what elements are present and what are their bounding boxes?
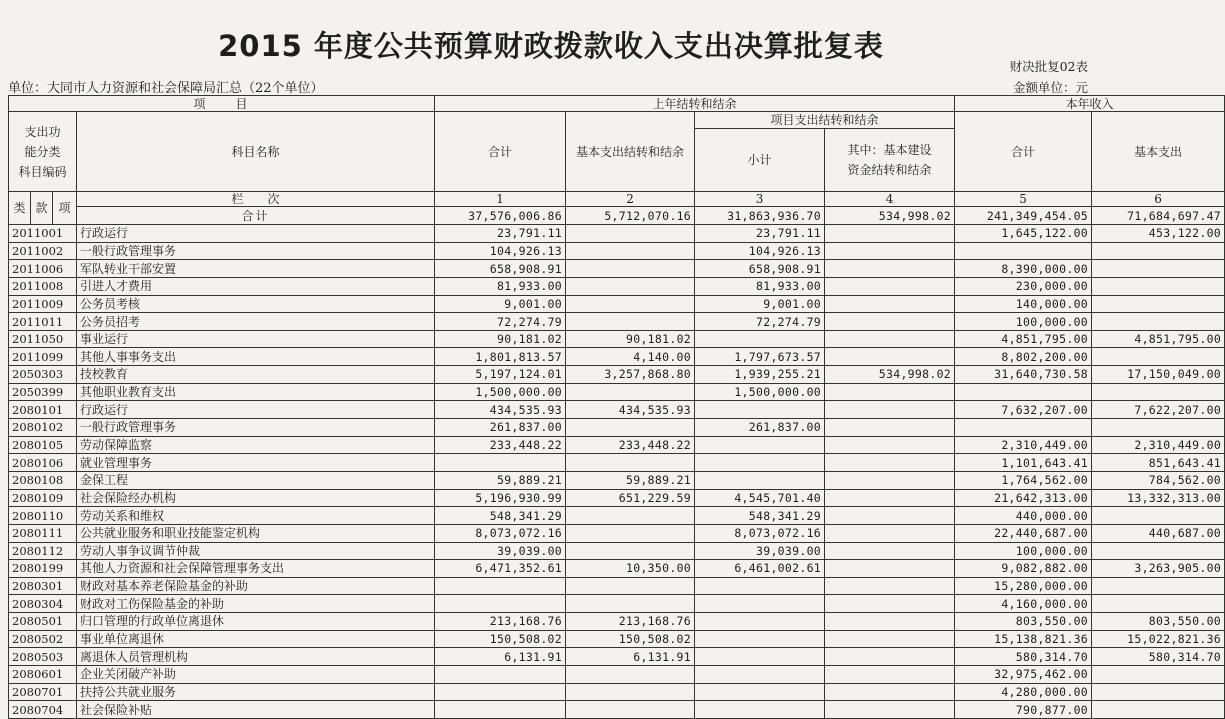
- row-c1: [435, 595, 566, 613]
- total-c5: 241,349,454.05: [955, 207, 1092, 225]
- row-c3: [695, 471, 825, 489]
- row-c2: 150,508.02: [566, 630, 695, 648]
- row-c6: [1092, 666, 1225, 684]
- row-c6: 2,310,449.00: [1092, 436, 1225, 454]
- table-row: [9, 242, 1225, 260]
- row-c1: 150,508.02: [435, 630, 566, 648]
- table-row: [9, 613, 1225, 631]
- row-code: 2080110: [9, 507, 77, 525]
- row-c4: [825, 648, 955, 666]
- row-c3: 1,939,255.21: [695, 366, 825, 384]
- row-c5: 580,314.70: [955, 648, 1092, 666]
- row-c4: [825, 295, 955, 313]
- row-c6: [1092, 595, 1225, 613]
- row-code: 2080601: [9, 666, 77, 684]
- row-c1: 5,196,930.99: [435, 489, 566, 507]
- row-code: 2080101: [9, 401, 77, 419]
- row-code: 2080106: [9, 454, 77, 472]
- row-c1: 261,837.00: [435, 419, 566, 437]
- header-kuan: 款: [31, 192, 53, 225]
- row-c3: [695, 454, 825, 472]
- row-c4: [825, 560, 955, 578]
- row-code: 2011050: [9, 330, 77, 348]
- table-row: [9, 401, 1225, 419]
- header-income-total: 合计: [955, 112, 1092, 192]
- row-c5: 9,082,882.00: [955, 560, 1092, 578]
- row-c2: [566, 260, 695, 278]
- row-c2: [566, 577, 695, 595]
- header-lei: 类: [9, 192, 31, 225]
- row-c1: 8,073,072.16: [435, 524, 566, 542]
- row-c3: 1,500,000.00: [695, 383, 825, 401]
- row-code: 2011002: [9, 242, 77, 260]
- row-c4: [825, 330, 955, 348]
- row-c3: 81,933.00: [695, 277, 825, 295]
- row-name: 财政对工伤保险基金的补助: [77, 595, 435, 613]
- row-c2: [566, 542, 695, 560]
- table-row: [9, 348, 1225, 366]
- row-c6: [1092, 260, 1225, 278]
- row-c5: 8,390,000.00: [955, 260, 1092, 278]
- row-c3: [695, 648, 825, 666]
- row-name: 公务员招考: [77, 313, 435, 331]
- row-c2: 213,168.76: [566, 613, 695, 631]
- row-c5: 7,632,207.00: [955, 401, 1092, 419]
- total-c4: 534,998.02: [825, 207, 955, 225]
- total-c1: 37,576,006.86: [435, 207, 566, 225]
- row-c4: [825, 313, 955, 331]
- row-c3: 658,908.91: [695, 260, 825, 278]
- row-c3: 104,926.13: [695, 242, 825, 260]
- row-c2: [566, 225, 695, 243]
- row-c2: [566, 454, 695, 472]
- table-row: [9, 436, 1225, 454]
- header-item: 项 目: [9, 96, 435, 112]
- total-row: [9, 207, 1225, 225]
- row-c1: 1,801,813.57: [435, 348, 566, 366]
- row-c4: [825, 454, 955, 472]
- currency-unit: 金额单位：元: [1012, 80, 1088, 95]
- row-c4: [825, 542, 955, 560]
- row-code: 2050399: [9, 383, 77, 401]
- row-code: 2050303: [9, 366, 77, 384]
- row-c1: 548,341.29: [435, 507, 566, 525]
- row-code: 2080701: [9, 683, 77, 701]
- row-c1: 5,197,124.01: [435, 366, 566, 384]
- row-c2: 651,229.59: [566, 489, 695, 507]
- header-xiang: 项: [53, 192, 77, 225]
- row-code: 2011099: [9, 348, 77, 366]
- table-row: [9, 295, 1225, 313]
- row-name: 企业关闭破产补助: [77, 666, 435, 684]
- row-c1: 104,926.13: [435, 242, 566, 260]
- row-c5: 100,000.00: [955, 542, 1092, 560]
- row-c4: [825, 260, 955, 278]
- header-basic-balance: 基本支出结转和结余: [566, 112, 695, 192]
- row-c1: 1,500,000.00: [435, 383, 566, 401]
- row-name: 技校教育: [77, 366, 435, 384]
- row-c2: [566, 595, 695, 613]
- row-c5: 1,645,122.00: [955, 225, 1092, 243]
- header-capital-l2: 资金结转和结余: [847, 163, 932, 177]
- row-c2: 434,535.93: [566, 401, 695, 419]
- row-name: 其他职业教育支出: [77, 383, 435, 401]
- table-row: [9, 666, 1225, 684]
- row-c4: [825, 701, 955, 719]
- row-c4: [825, 471, 955, 489]
- page-title: 2015 年度公共预算财政拨款收入支出决算批复表: [218, 29, 884, 63]
- row-c5: 4,280,000.00: [955, 683, 1092, 701]
- row-name: 扶持公共就业服务: [77, 683, 435, 701]
- header-basic-expense: 基本支出: [1092, 112, 1225, 192]
- row-c3: [695, 330, 825, 348]
- row-c4: [825, 595, 955, 613]
- row-c1: [435, 701, 566, 719]
- row-name: 社会保险补贴: [77, 701, 435, 719]
- row-code: 2080105: [9, 436, 77, 454]
- row-c2: 10,350.00: [566, 560, 695, 578]
- row-c6: 440,687.00: [1092, 524, 1225, 542]
- table-row: [9, 471, 1225, 489]
- header-project-balance: 项目支出结转和结余: [695, 112, 955, 129]
- row-name: 劳动保障监察: [77, 436, 435, 454]
- row-code: 2080112: [9, 542, 77, 560]
- row-c5: 21,642,313.00: [955, 489, 1092, 507]
- row-c6: [1092, 683, 1225, 701]
- row-c2: [566, 313, 695, 331]
- row-c4: [825, 383, 955, 401]
- row-name: 行政运行: [77, 225, 435, 243]
- table-row: [9, 648, 1225, 666]
- row-code: 2080111: [9, 524, 77, 542]
- row-c1: [435, 577, 566, 595]
- row-c4: 534,998.02: [825, 366, 955, 384]
- row-c3: [695, 613, 825, 631]
- row-c6: [1092, 242, 1225, 260]
- table-row: [9, 330, 1225, 348]
- row-name: 行政运行: [77, 401, 435, 419]
- row-c4: [825, 225, 955, 243]
- row-c2: 3,257,868.80: [566, 366, 695, 384]
- row-c1: 6,471,352.61: [435, 560, 566, 578]
- row-c5: 15,280,000.00: [955, 577, 1092, 595]
- row-c4: [825, 401, 955, 419]
- row-code: 2080108: [9, 471, 77, 489]
- table-row: [9, 630, 1225, 648]
- row-c3: 8,073,072.16: [695, 524, 825, 542]
- col-num-4: 4: [825, 192, 955, 207]
- row-c1: 72,274.79: [435, 313, 566, 331]
- row-name: 金保工程: [77, 471, 435, 489]
- row-c6: [1092, 701, 1225, 719]
- row-name: 其他人力资源和社会保障管理事务支出: [77, 560, 435, 578]
- row-name: 公共就业服务和职业技能鉴定机构: [77, 524, 435, 542]
- row-c1: [435, 666, 566, 684]
- row-name: 社会保险经办机构: [77, 489, 435, 507]
- row-c4: [825, 507, 955, 525]
- row-code: 2080102: [9, 419, 77, 437]
- row-c2: [566, 666, 695, 684]
- col-num-3: 3: [695, 192, 825, 207]
- row-c5: 100,000.00: [955, 313, 1092, 331]
- header-lanci: 栏 次: [77, 192, 435, 207]
- row-c3: 6,461,002.61: [695, 560, 825, 578]
- header-subtotal: 小计: [695, 129, 825, 192]
- row-c1: 39,039.00: [435, 542, 566, 560]
- row-c6: [1092, 383, 1225, 401]
- row-c2: [566, 701, 695, 719]
- header-total: 合计: [435, 112, 566, 192]
- row-c5: 4,851,795.00: [955, 330, 1092, 348]
- row-c6: 4,851,795.00: [1092, 330, 1225, 348]
- table-row: [9, 683, 1225, 701]
- table-body: [9, 225, 1225, 719]
- header-code-l3: 科目编码: [18, 164, 67, 179]
- row-c5: 32,975,462.00: [955, 666, 1092, 684]
- row-name: 一般行政管理事务: [77, 242, 435, 260]
- row-c6: [1092, 577, 1225, 595]
- row-code: 2080199: [9, 560, 77, 578]
- table-row: [9, 366, 1225, 384]
- row-c4: [825, 666, 955, 684]
- row-c1: 434,535.93: [435, 401, 566, 419]
- row-code: 2011008: [9, 277, 77, 295]
- row-c5: 440,000.00: [955, 507, 1092, 525]
- row-c1: 233,448.22: [435, 436, 566, 454]
- row-c5: 140,000.00: [955, 295, 1092, 313]
- row-c6: 3,263,905.00: [1092, 560, 1225, 578]
- table-row: [9, 595, 1225, 613]
- row-code: 2011006: [9, 260, 77, 278]
- row-code: 2080503: [9, 648, 77, 666]
- table-row: [9, 524, 1225, 542]
- row-name: 归口管理的行政单位离退休: [77, 613, 435, 631]
- table-row: [9, 313, 1225, 331]
- row-c2: [566, 242, 695, 260]
- row-name: 一般行政管理事务: [77, 419, 435, 437]
- row-c5: 31,640,730.58: [955, 366, 1092, 384]
- row-c6: [1092, 542, 1225, 560]
- row-code: 2011009: [9, 295, 77, 313]
- row-c2: 4,140.00: [566, 348, 695, 366]
- row-c6: [1092, 348, 1225, 366]
- row-c2: [566, 383, 695, 401]
- header-capital-l1: 其中：基本建设: [847, 143, 932, 157]
- total-c2: 5,712,070.16: [566, 207, 695, 225]
- row-code: 2080109: [9, 489, 77, 507]
- row-name: 就业管理事务: [77, 454, 435, 472]
- row-c6: [1092, 313, 1225, 331]
- row-c5: 1,764,562.00: [955, 471, 1092, 489]
- row-c2: [566, 507, 695, 525]
- header-prev-balance: 上年结转和结余: [435, 96, 955, 112]
- row-name: 财政对基本养老保险基金的补助: [77, 577, 435, 595]
- row-c6: [1092, 419, 1225, 437]
- header-subject: 科目名称: [77, 112, 435, 192]
- row-c5: [955, 383, 1092, 401]
- row-name: 劳动人事争议调节仲裁: [77, 542, 435, 560]
- header-code: [9, 112, 77, 192]
- row-c2: [566, 295, 695, 313]
- row-c6: [1092, 507, 1225, 525]
- col-num-2: 2: [566, 192, 695, 207]
- table-row: [9, 560, 1225, 578]
- col-num-5: 5: [955, 192, 1092, 207]
- row-c4: [825, 577, 955, 595]
- row-c5: [955, 242, 1092, 260]
- row-c2: [566, 683, 695, 701]
- row-c5: 2,310,449.00: [955, 436, 1092, 454]
- row-c6: 784,562.00: [1092, 471, 1225, 489]
- row-c4: [825, 489, 955, 507]
- row-c4: [825, 419, 955, 437]
- table-row: [9, 277, 1225, 295]
- row-name: 事业运行: [77, 330, 435, 348]
- total-c3: 31,863,936.70: [695, 207, 825, 225]
- row-c2: 6,131.91: [566, 648, 695, 666]
- row-c5: 22,440,687.00: [955, 524, 1092, 542]
- row-c2: [566, 419, 695, 437]
- row-c6: [1092, 295, 1225, 313]
- row-name: 劳动关系和维权: [77, 507, 435, 525]
- row-c3: 23,791.11: [695, 225, 825, 243]
- row-c3: [695, 436, 825, 454]
- row-c4: [825, 683, 955, 701]
- row-c5: 15,138,821.36: [955, 630, 1092, 648]
- total-label: 合计: [77, 207, 435, 225]
- row-c1: 59,889.21: [435, 471, 566, 489]
- row-c1: 213,168.76: [435, 613, 566, 631]
- row-c6: 7,622,207.00: [1092, 401, 1225, 419]
- row-c3: [695, 630, 825, 648]
- row-c3: 72,274.79: [695, 313, 825, 331]
- col-num-1: 1: [435, 192, 566, 207]
- row-c2: 90,181.02: [566, 330, 695, 348]
- table-row: [9, 489, 1225, 507]
- row-name: 引进人才费用: [77, 277, 435, 295]
- table-row: [9, 419, 1225, 437]
- row-c3: [695, 401, 825, 419]
- row-code: 2080501: [9, 613, 77, 631]
- row-c6: 453,122.00: [1092, 225, 1225, 243]
- row-code: 2080304: [9, 595, 77, 613]
- table-row: [9, 542, 1225, 560]
- row-code: 2080704: [9, 701, 77, 719]
- row-c3: 39,039.00: [695, 542, 825, 560]
- row-c4: [825, 436, 955, 454]
- row-c1: [435, 683, 566, 701]
- form-code: 财决批复02表: [1009, 59, 1088, 74]
- row-name: 公务员考核: [77, 295, 435, 313]
- row-name: 事业单位离退休: [77, 630, 435, 648]
- table-row: [9, 454, 1225, 472]
- table-row: [9, 383, 1225, 401]
- row-c3: 1,797,673.57: [695, 348, 825, 366]
- row-c1: 90,181.02: [435, 330, 566, 348]
- row-c5: 4,160,000.00: [955, 595, 1092, 613]
- table-row: [9, 260, 1225, 278]
- row-code: 2080301: [9, 577, 77, 595]
- row-c1: 9,001.00: [435, 295, 566, 313]
- row-code: 2011001: [9, 225, 77, 243]
- table-row: [9, 225, 1225, 243]
- row-c4: [825, 613, 955, 631]
- row-name: 离退休人员管理机构: [77, 648, 435, 666]
- row-c5: 8,802,200.00: [955, 348, 1092, 366]
- row-c6: 851,643.41: [1092, 454, 1225, 472]
- row-c2: 233,448.22: [566, 436, 695, 454]
- row-c3: [695, 683, 825, 701]
- row-c6: 13,332,313.00: [1092, 489, 1225, 507]
- header-code-l1: 支出功: [24, 124, 61, 139]
- row-c3: [695, 666, 825, 684]
- row-c5: 1,101,643.41: [955, 454, 1092, 472]
- row-c1: 81,933.00: [435, 277, 566, 295]
- row-c1: 6,131.91: [435, 648, 566, 666]
- row-c3: [695, 701, 825, 719]
- row-c5: [955, 419, 1092, 437]
- row-c3: [695, 577, 825, 595]
- row-c4: [825, 524, 955, 542]
- row-c5: 230,000.00: [955, 277, 1092, 295]
- row-code: 2011011: [9, 313, 77, 331]
- row-c3: 261,837.00: [695, 419, 825, 437]
- header-current-income: 本年收入: [955, 96, 1225, 112]
- row-name: 其他人事事务支出: [77, 348, 435, 366]
- row-c4: [825, 348, 955, 366]
- header-code-l2: 能分类: [24, 144, 61, 159]
- col-num-6: 6: [1092, 192, 1225, 207]
- row-c1: [435, 454, 566, 472]
- row-c6: 580,314.70: [1092, 648, 1225, 666]
- row-c4: [825, 242, 955, 260]
- row-c3: 4,545,701.40: [695, 489, 825, 507]
- row-c6: [1092, 277, 1225, 295]
- table-row: [9, 701, 1225, 719]
- row-c1: 658,908.91: [435, 260, 566, 278]
- row-code: 2080502: [9, 630, 77, 648]
- row-c4: [825, 630, 955, 648]
- row-c6: 17,150,049.00: [1092, 366, 1225, 384]
- reporting-unit: 单位：大同市人力资源和社会保障局汇总（22个单位）: [8, 81, 324, 96]
- row-c6: 803,550.00: [1092, 613, 1225, 631]
- total-c6: 71,684,697.47: [1092, 207, 1225, 225]
- row-c2: [566, 277, 695, 295]
- table-row: [9, 507, 1225, 525]
- row-name: 军队转业干部安置: [77, 260, 435, 278]
- row-c3: 9,001.00: [695, 295, 825, 313]
- row-c1: 23,791.11: [435, 225, 566, 243]
- row-c2: [566, 524, 695, 542]
- budget-table: [8, 95, 1225, 719]
- row-c6: 15,022,821.36: [1092, 630, 1225, 648]
- header-capital: [825, 129, 955, 192]
- row-c2: 59,889.21: [566, 471, 695, 489]
- row-c3: 548,341.29: [695, 507, 825, 525]
- table-row: [9, 577, 1225, 595]
- row-c5: 803,550.00: [955, 613, 1092, 631]
- row-c5: 790,877.00: [955, 701, 1092, 719]
- row-c4: [825, 277, 955, 295]
- row-c3: [695, 595, 825, 613]
